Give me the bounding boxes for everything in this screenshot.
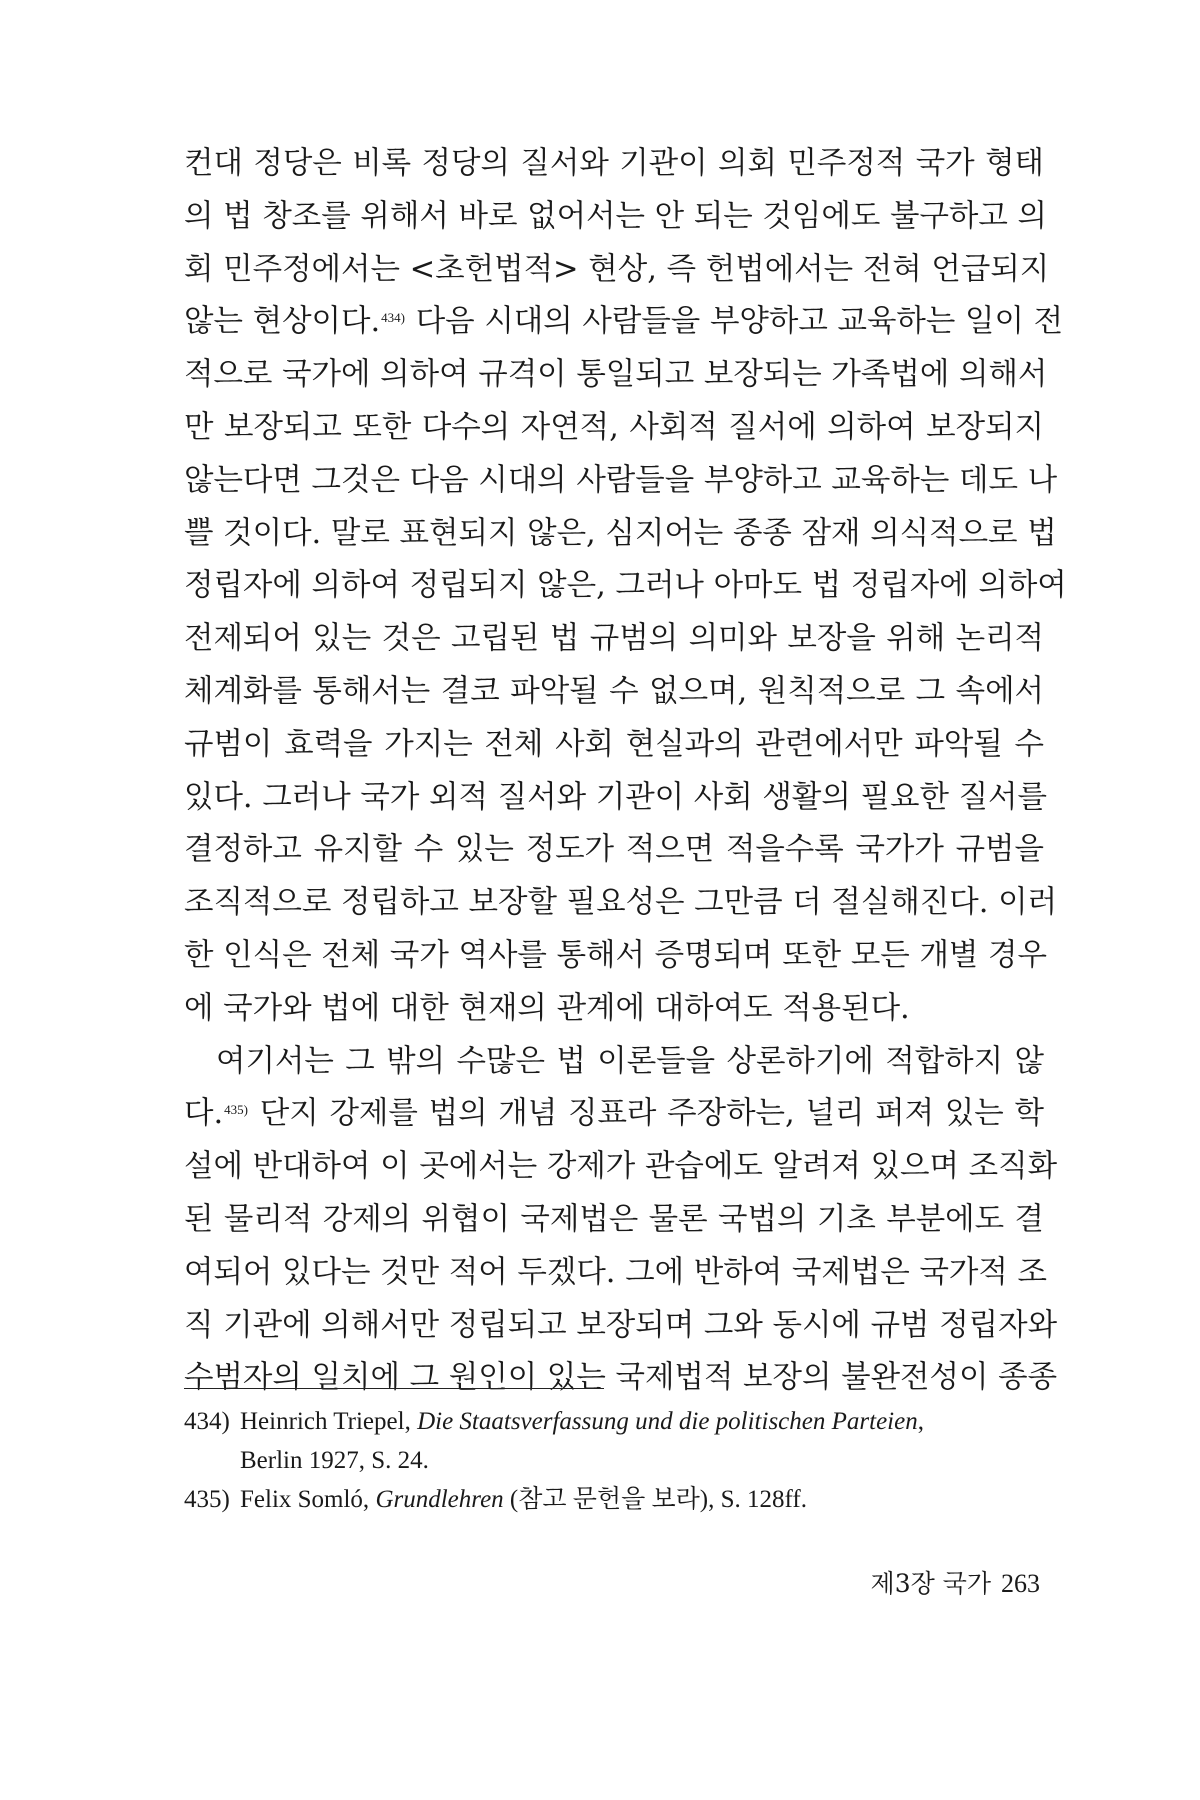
footnote-text: Heinrich Triepel, [240, 1408, 418, 1435]
body-text [184, 138, 1067, 1405]
footnote-number: 434) [184, 1408, 230, 1435]
text-line: 된 물리적 강제의 위협이 국제법은 물론 국법의 기초 부분에도 결 [184, 1201, 1044, 1237]
paragraph-2 [184, 1036, 1058, 1406]
footnote-title: Die Staatsverfassung und die politischen Parteien [417, 1408, 918, 1435]
footnotes [184, 1402, 1044, 1519]
footnote-ref-434[interactable]: 434) [381, 310, 406, 326]
text-line: 설에 반대하여 이 곳에서는 강제가 관습에도 알려져 있으며 조직화 [184, 1149, 1058, 1185]
footnote-title: Grundlehren [375, 1486, 504, 1513]
text-line: 여되어 있다는 것만 적어 두겠다. 그에 반하여 국제법은 국가적 조 [184, 1254, 1047, 1290]
chapter-label: 제3장 국가 [870, 1569, 991, 1598]
footnote-text: (참고 문헌을 보라), S. 128ff. [503, 1486, 807, 1513]
line-text: 단지 강제를 법의 개념 징표라 주장하는, 널리 퍼져 있는 학 [249, 1096, 1044, 1132]
text-line: 조직적으로 정립하고 보장할 필요성은 그만큼 더 절실해진다. 이러 [184, 885, 1058, 921]
text-line: 수범자의 일치에 그 원인이 있는 국제법적 보장의 불완전성이 종종 [184, 1360, 1058, 1396]
footnote-divider [184, 1388, 604, 1389]
footnote-434 [184, 1402, 1044, 1480]
line-text: 다음 시대의 사람들을 부양하고 교육하는 일이 전 [406, 304, 1064, 340]
text-line: 만 보장되고 또한 다수의 자연적, 사회적 질서에 의하여 보장되지 [184, 409, 1044, 445]
page-footer [871, 1564, 1040, 1600]
text-line: 않는다면 그것은 다음 시대의 사람들을 부양하고 교육하는 데도 나 [184, 462, 1058, 498]
text-line: 적으로 국가에 의하여 규격이 통일되고 보장되는 가족법에 의해서 [184, 357, 1048, 393]
text-line: 의 법 창조를 위해서 바로 없어서는 안 되는 것임에도 불구하고 의 [184, 198, 1047, 234]
text-line: 직 기관에 의해서만 정립되고 보장되며 그와 동시에 규범 정립자와 [184, 1307, 1058, 1343]
text-line: 결정하고 유지할 수 있는 정도가 적으면 적을수록 국가가 규범을 [184, 832, 1044, 868]
text-line: 정립자에 의하여 정립되지 않은, 그러나 아마도 법 정립자에 의하여 [184, 568, 1067, 604]
footnote-435 [184, 1480, 1044, 1519]
footnote-text: , [917, 1408, 924, 1435]
text-line: 회 민주정에서는 <초헌법적> 현상, 즉 헌법에서는 전혀 언급되지 [184, 251, 1050, 287]
text-line: 에 국가와 법에 대한 현재의 관계에 대하여도 적용된다. [184, 990, 910, 1026]
text-line: 컨대 정당은 비록 정당의 질서와 기관이 의회 민주정적 국가 형태 [184, 146, 1044, 181]
text-line: 한 인식은 전체 국가 역사를 통해서 증명되며 또한 모든 개별 경우 [184, 937, 1047, 973]
text-line: 있다. 그러나 국가 외적 질서와 기관이 사회 생활의 필요한 질서를 [184, 779, 1047, 815]
line-text: 않는 현상이다. [184, 304, 381, 340]
text-line: 규범이 효력을 가지는 전체 사회 현실과의 관련에서만 파악될 수 [184, 726, 1044, 762]
line-text: 다. [184, 1096, 224, 1132]
page-number: 263 [1001, 1569, 1040, 1598]
footnote-continuation: Berlin 1927, S. 24. [240, 1447, 429, 1474]
footnote-text: Felix Somló, [240, 1486, 376, 1513]
text-line-with-footnote [184, 296, 1064, 349]
text-line-with-footnote [184, 1088, 1044, 1141]
text-line: 체계화를 통해서는 결코 파악될 수 없으며, 원칙적으로 그 속에서 [184, 673, 1044, 709]
paragraph-1 [184, 138, 1067, 1036]
footnote-number: 435) [184, 1486, 230, 1513]
text-line: 여기서는 그 밖의 수많은 법 이론들을 상론하기에 적합하지 않 [216, 1043, 1044, 1079]
text-line: 쁠 것이다. 말로 표현되지 않은, 심지어는 종종 잠재 의식적으로 법 [184, 515, 1057, 551]
text-line: 전제되어 있는 것은 고립된 법 규범의 의미와 보장을 위해 논리적 [184, 621, 1044, 657]
footnote-ref-435[interactable]: 435) [224, 1102, 249, 1118]
